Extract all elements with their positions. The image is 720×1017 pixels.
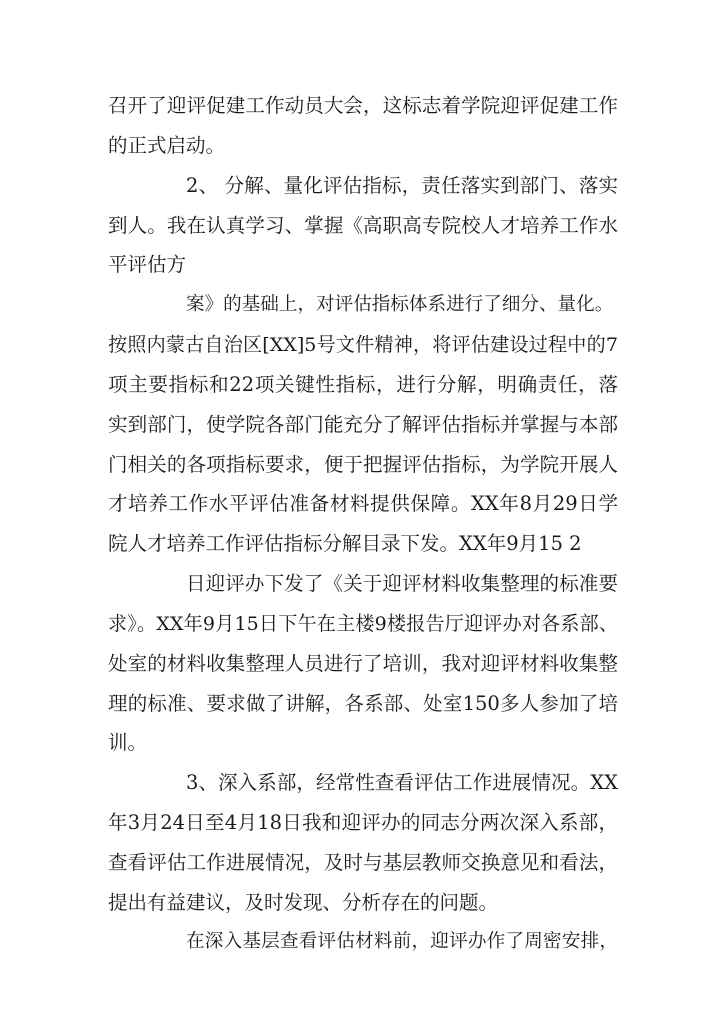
text-line-16: 理的标准、要求做了讲解，各系部、处室150多人参加了培 <box>108 692 618 715</box>
text-line-12: 院人才培养工作评估指标分解目录下发。XX年9月15 2 <box>108 532 582 555</box>
text-line-15: 处室的材料收集整理人员进行了培训，我对迎评材料收集整 <box>108 652 618 675</box>
text-line-4: 到人。我在认真学习、掌握《高职高专院校人才培养工作水 <box>108 214 618 237</box>
text-line-20: 查看评估工作进展情况，及时与基层教师交换意见和看法， <box>108 851 618 874</box>
text-line-10: 门相关的各项指标要求，便于把握评估指标，为学院开展人 <box>108 453 618 476</box>
text-line-21: 提出有益建议，及时发现、分析存在的问题。 <box>108 891 499 914</box>
text-line-13: 日迎评办下发了《关于迎评材料收集整理的标准要 <box>186 572 618 595</box>
text-line-7: 按照内蒙古自治区[XX]5号文件精神，将评估建设过程中的7 <box>108 334 618 356</box>
text-line-19: 年3月24日至4月18日我和迎评办的同志分两次深入系部， <box>108 811 618 834</box>
text-line-18: 3、深入系部，经常性查看评估工作进展情况。XX <box>186 771 618 794</box>
text-line-6: 案》的基础上，对评估指标体系进行了细分、量化。 <box>186 294 614 315</box>
text-line-9: 实到部门，使学院各部门能充分了解评估指标并掌握与本部 <box>108 413 618 436</box>
text-line-11: 才培养工作水平评估准备材料提供保障。XX年8月29日学 <box>108 492 618 515</box>
text-line-14: 求》。XX年9月15日下午在主楼9楼报告厅迎评办对各系部、 <box>108 613 618 635</box>
text-line-2: 的正式启动。 <box>108 134 226 157</box>
text-line-5: 平评估方 <box>108 253 187 276</box>
text-line-17: 训。 <box>108 731 148 754</box>
text-line-1: 召开了迎评促建工作动员大会，这标志着学院迎评促建工作 <box>108 94 618 117</box>
text-line-8: 项主要指标和22项关键性指标，进行分解，明确责任，落 <box>108 373 618 396</box>
text-line-3: 2、 分解、量化评估指标，责任落实到部门、落实 <box>186 174 618 197</box>
text-line-22: 在深入基层查看评估材料前，迎评办作了周密安排， <box>186 931 618 952</box>
